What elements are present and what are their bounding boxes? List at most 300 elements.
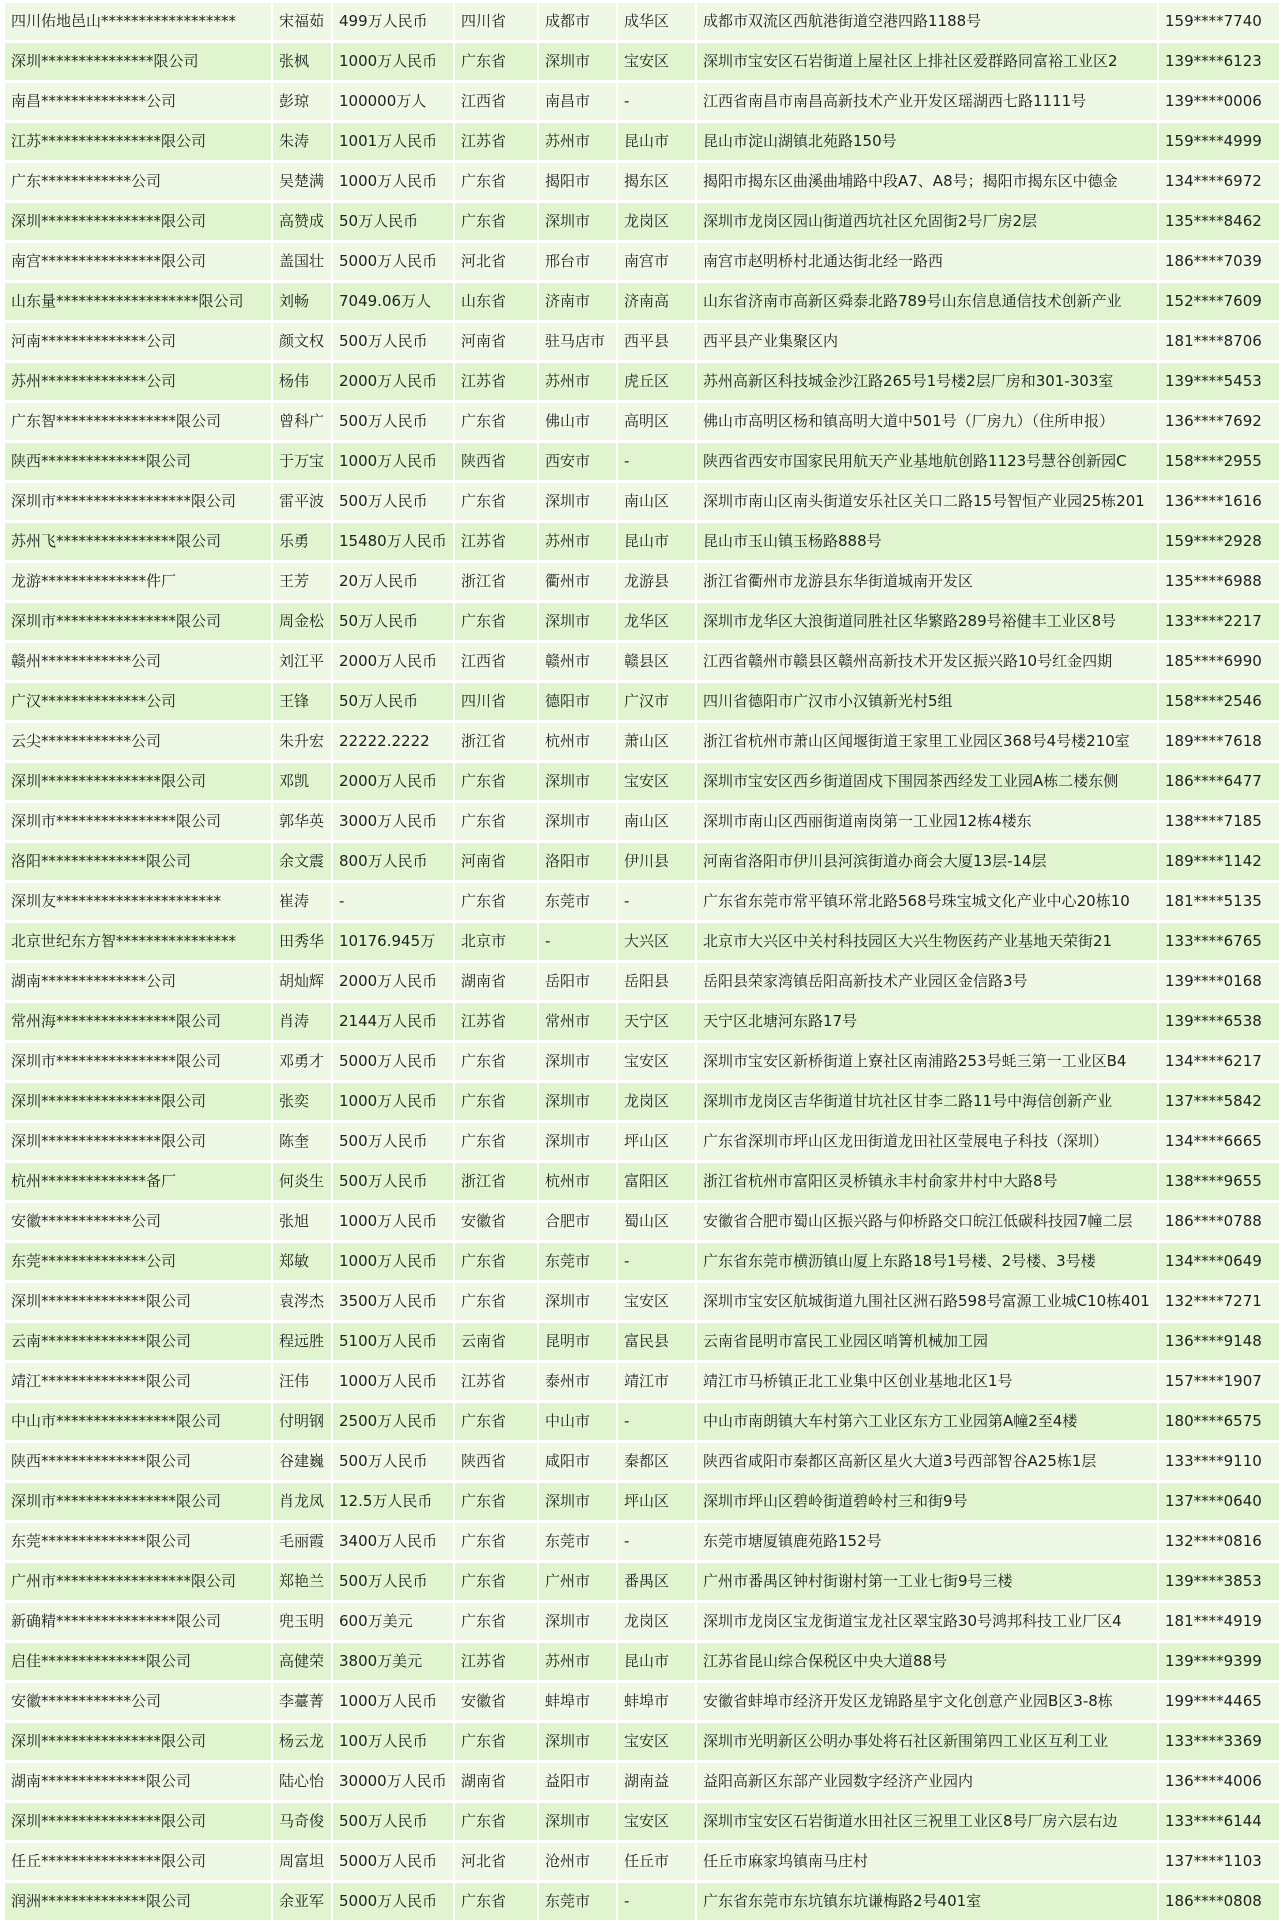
address-cell[interactable]: 深圳市坪山区碧岭街道碧岭村三和街9号 xyxy=(697,1483,1157,1520)
address-cell[interactable]: 深圳市龙岗区吉华街道甘坑社区甘李二路11号中海信创新产业 xyxy=(697,1083,1157,1120)
district-cell[interactable]: 南宫市 xyxy=(618,243,695,280)
phone-cell[interactable]: 181****8706 xyxy=(1159,323,1279,360)
registered-capital-cell[interactable]: 50万人民币 xyxy=(333,603,453,640)
city-cell[interactable]: 蚌埠市 xyxy=(539,1683,616,1720)
registered-capital-cell[interactable]: 22222.2222 xyxy=(333,723,453,760)
legal-person-cell[interactable]: 彭琼 xyxy=(273,83,331,120)
address-cell[interactable]: 深圳市龙岗区园山街道西坑社区允固街2号厂房2层 xyxy=(697,203,1157,240)
address-cell[interactable]: 江西省赣州市赣县区赣州高新技术开发区振兴路10号红金四期 xyxy=(697,643,1157,680)
district-cell[interactable]: - xyxy=(618,83,695,120)
registered-capital-cell[interactable]: 500万人民币 xyxy=(333,483,453,520)
district-cell[interactable]: 西平县 xyxy=(618,323,695,360)
legal-person-cell[interactable]: 毛丽霞 xyxy=(273,1523,331,1560)
province-cell[interactable]: 江苏省 xyxy=(455,1363,537,1400)
company-name-cell[interactable]: 安徽************公司 xyxy=(5,1203,271,1240)
province-cell[interactable]: 广东省 xyxy=(455,203,537,240)
address-cell[interactable]: 深圳市宝安区新桥街道上寮社区南浦路253号蚝三第一工业区B4 xyxy=(697,1043,1157,1080)
address-cell[interactable]: 河南省洛阳市伊川县河滨街道办商会大厦13层-14层 xyxy=(697,843,1157,880)
province-cell[interactable]: 广东省 xyxy=(455,1563,537,1600)
company-name-cell[interactable]: 深圳****************限公司 xyxy=(5,1803,271,1840)
province-cell[interactable]: 陕西省 xyxy=(455,443,537,480)
legal-person-cell[interactable]: 马奇俊 xyxy=(273,1803,331,1840)
district-cell[interactable]: 虎丘区 xyxy=(618,363,695,400)
phone-cell[interactable]: 139****3853 xyxy=(1159,1563,1279,1600)
registered-capital-cell[interactable]: 3000万人民币 xyxy=(333,803,453,840)
address-cell[interactable]: 江苏省昆山综合保税区中央大道88号 xyxy=(697,1643,1157,1680)
city-cell[interactable]: 常州市 xyxy=(539,1003,616,1040)
company-name-cell[interactable]: 赣州************公司 xyxy=(5,643,271,680)
district-cell[interactable]: 龙游县 xyxy=(618,563,695,600)
city-cell[interactable]: 深圳市 xyxy=(539,603,616,640)
legal-person-cell[interactable]: 乐勇 xyxy=(273,523,331,560)
district-cell[interactable]: 萧山区 xyxy=(618,723,695,760)
registered-capital-cell[interactable]: 5100万人民币 xyxy=(333,1323,453,1360)
company-name-cell[interactable]: 广州市******************限公司 xyxy=(5,1563,271,1600)
district-cell[interactable]: - xyxy=(618,883,695,920)
registered-capital-cell[interactable]: 800万人民币 xyxy=(333,843,453,880)
phone-cell[interactable]: 181****5135 xyxy=(1159,883,1279,920)
address-cell[interactable]: 北京市大兴区中关村科技园区大兴生物医药产业基地天荣街21 xyxy=(697,923,1157,960)
registered-capital-cell[interactable]: 3400万人民币 xyxy=(333,1523,453,1560)
company-name-cell[interactable]: 靖江**************限公司 xyxy=(5,1363,271,1400)
phone-cell[interactable]: 132****0816 xyxy=(1159,1523,1279,1560)
company-name-cell[interactable]: 深圳市****************限公司 xyxy=(5,1483,271,1520)
legal-person-cell[interactable]: 吴楚满 xyxy=(273,163,331,200)
company-name-cell[interactable]: 广东************公司 xyxy=(5,163,271,200)
phone-cell[interactable]: 138****9655 xyxy=(1159,1163,1279,1200)
company-name-cell[interactable]: 南昌**************公司 xyxy=(5,83,271,120)
phone-cell[interactable]: 159****2928 xyxy=(1159,523,1279,560)
legal-person-cell[interactable]: 邓勇才 xyxy=(273,1043,331,1080)
province-cell[interactable]: 广东省 xyxy=(455,1483,537,1520)
registered-capital-cell[interactable]: 100万人民币 xyxy=(333,1723,453,1760)
company-name-cell[interactable]: 深圳****************限公司 xyxy=(5,1083,271,1120)
address-cell[interactable]: 陕西省咸阳市秦都区高新区星火大道3号西部智谷A25栋1层 xyxy=(697,1443,1157,1480)
legal-person-cell[interactable]: 郑艳兰 xyxy=(273,1563,331,1600)
legal-person-cell[interactable]: 宋福茹 xyxy=(273,3,331,40)
address-cell[interactable]: 昆山市淀山湖镇北苑路150号 xyxy=(697,123,1157,160)
district-cell[interactable]: 岳阳县 xyxy=(618,963,695,1000)
registered-capital-cell[interactable]: 499万人民币 xyxy=(333,3,453,40)
address-cell[interactable]: 山东省济南市高新区舜泰北路789号山东信息通信技术创新产业 xyxy=(697,283,1157,320)
district-cell[interactable]: 宝安区 xyxy=(618,1723,695,1760)
registered-capital-cell[interactable]: 12.5万人民币 xyxy=(333,1483,453,1520)
address-cell[interactable]: 江西省南昌市南昌高新技术产业开发区瑶湖西七路1111号 xyxy=(697,83,1157,120)
phone-cell[interactable]: 133****3369 xyxy=(1159,1723,1279,1760)
address-cell[interactable]: 深圳市宝安区航城街道九围社区洲石路598号富源工业城C10栋401 xyxy=(697,1283,1157,1320)
province-cell[interactable]: 江苏省 xyxy=(455,123,537,160)
district-cell[interactable]: 龙岗区 xyxy=(618,1603,695,1640)
phone-cell[interactable]: 133****2217 xyxy=(1159,603,1279,640)
city-cell[interactable]: 深圳市 xyxy=(539,803,616,840)
legal-person-cell[interactable]: 肖涛 xyxy=(273,1003,331,1040)
address-cell[interactable]: 佛山市高明区杨和镇高明大道中501号（厂房九）（住所申报） xyxy=(697,403,1157,440)
address-cell[interactable]: 天宁区北塘河东路17号 xyxy=(697,1003,1157,1040)
registered-capital-cell[interactable]: 1001万人民币 xyxy=(333,123,453,160)
address-cell[interactable]: 深圳市宝安区石岩街道水田社区三祝里工业区8号厂房六层右边 xyxy=(697,1803,1157,1840)
company-name-cell[interactable]: 东莞**************限公司 xyxy=(5,1523,271,1560)
province-cell[interactable]: 浙江省 xyxy=(455,563,537,600)
company-name-cell[interactable]: 苏州**************公司 xyxy=(5,363,271,400)
city-cell[interactable]: 益阳市 xyxy=(539,1763,616,1800)
phone-cell[interactable]: 189****7618 xyxy=(1159,723,1279,760)
registered-capital-cell[interactable]: 500万人民币 xyxy=(333,1123,453,1160)
company-name-cell[interactable]: 苏州飞****************限公司 xyxy=(5,523,271,560)
province-cell[interactable]: 山东省 xyxy=(455,283,537,320)
province-cell[interactable]: 湖南省 xyxy=(455,963,537,1000)
phone-cell[interactable]: 135****6988 xyxy=(1159,563,1279,600)
province-cell[interactable]: 广东省 xyxy=(455,1083,537,1120)
registered-capital-cell[interactable]: 1000万人民币 xyxy=(333,1243,453,1280)
legal-person-cell[interactable]: 高赞成 xyxy=(273,203,331,240)
city-cell[interactable]: 东莞市 xyxy=(539,1523,616,1560)
district-cell[interactable]: 龙岗区 xyxy=(618,203,695,240)
company-name-cell[interactable]: 南宫****************限公司 xyxy=(5,243,271,280)
company-name-cell[interactable]: 深圳市****************限公司 xyxy=(5,1043,271,1080)
address-cell[interactable]: 深圳市龙岗区宝龙街道宝龙社区翠宝路30号鸿邦科技工业厂区4 xyxy=(697,1603,1157,1640)
legal-person-cell[interactable]: 胡灿辉 xyxy=(273,963,331,1000)
district-cell[interactable]: 秦都区 xyxy=(618,1443,695,1480)
province-cell[interactable]: 广东省 xyxy=(455,883,537,920)
address-cell[interactable]: 安徽省蚌埠市经济开发区龙锦路星宇文化创意产业园B区3-8栋 xyxy=(697,1683,1157,1720)
address-cell[interactable]: 广东省东莞市常平镇环常北路568号珠宝城文化产业中心20栋10 xyxy=(697,883,1157,920)
phone-cell[interactable]: 133****6765 xyxy=(1159,923,1279,960)
phone-cell[interactable]: 139****5453 xyxy=(1159,363,1279,400)
province-cell[interactable]: 陕西省 xyxy=(455,1443,537,1480)
phone-cell[interactable]: 139****6123 xyxy=(1159,43,1279,80)
legal-person-cell[interactable]: 郑敏 xyxy=(273,1243,331,1280)
company-name-cell[interactable]: 任丘****************限公司 xyxy=(5,1843,271,1880)
legal-person-cell[interactable]: 王芳 xyxy=(273,563,331,600)
address-cell[interactable]: 深圳市南山区南头街道安乐社区关口二路15号智恒产业园25栋201 xyxy=(697,483,1157,520)
phone-cell[interactable]: 158****2955 xyxy=(1159,443,1279,480)
legal-person-cell[interactable]: 张枫 xyxy=(273,43,331,80)
phone-cell[interactable]: 133****6144 xyxy=(1159,1803,1279,1840)
legal-person-cell[interactable]: 张奕 xyxy=(273,1083,331,1120)
company-name-cell[interactable]: 云南**************限公司 xyxy=(5,1323,271,1360)
city-cell[interactable]: 成都市 xyxy=(539,3,616,40)
registered-capital-cell[interactable]: 2500万人民币 xyxy=(333,1403,453,1440)
phone-cell[interactable]: 180****6575 xyxy=(1159,1403,1279,1440)
district-cell[interactable]: 昆山市 xyxy=(618,123,695,160)
company-name-cell[interactable]: 北京世纪东方智**************** xyxy=(5,923,271,960)
address-cell[interactable]: 揭阳市揭东区曲溪曲埔路中段A7、A8号；揭阳市揭东区中德金 xyxy=(697,163,1157,200)
company-name-cell[interactable]: 江苏****************限公司 xyxy=(5,123,271,160)
company-name-cell[interactable]: 深圳****************限公司 xyxy=(5,1123,271,1160)
district-cell[interactable]: 大兴区 xyxy=(618,923,695,960)
district-cell[interactable]: 宝安区 xyxy=(618,1803,695,1840)
province-cell[interactable]: 广东省 xyxy=(455,1243,537,1280)
registered-capital-cell[interactable]: 500万人民币 xyxy=(333,1163,453,1200)
city-cell[interactable]: 深圳市 xyxy=(539,1083,616,1120)
province-cell[interactable]: 江苏省 xyxy=(455,363,537,400)
province-cell[interactable]: 江苏省 xyxy=(455,1643,537,1680)
province-cell[interactable]: 广东省 xyxy=(455,803,537,840)
address-cell[interactable]: 昆山市玉山镇玉杨路888号 xyxy=(697,523,1157,560)
address-cell[interactable]: 深圳市光明新区公明办事处将石社区新围第四工业区互利工业 xyxy=(697,1723,1157,1760)
address-cell[interactable]: 云南省昆明市富民工业园区哨箐机械加工园 xyxy=(697,1323,1157,1360)
province-cell[interactable]: 广东省 xyxy=(455,1403,537,1440)
phone-cell[interactable]: 139****9399 xyxy=(1159,1643,1279,1680)
city-cell[interactable]: 中山市 xyxy=(539,1403,616,1440)
company-name-cell[interactable]: 河南**************公司 xyxy=(5,323,271,360)
province-cell[interactable]: 河北省 xyxy=(455,243,537,280)
city-cell[interactable]: 深圳市 xyxy=(539,203,616,240)
district-cell[interactable]: 南山区 xyxy=(618,803,695,840)
province-cell[interactable]: 广东省 xyxy=(455,1123,537,1160)
address-cell[interactable]: 深圳市龙华区大浪街道同胜社区华繁路289号裕健丰工业区8号 xyxy=(697,603,1157,640)
company-name-cell[interactable]: 杭州**************备厂 xyxy=(5,1163,271,1200)
province-cell[interactable]: 河南省 xyxy=(455,323,537,360)
company-name-cell[interactable]: 广东智****************限公司 xyxy=(5,403,271,440)
legal-person-cell[interactable]: 王锋 xyxy=(273,683,331,720)
legal-person-cell[interactable]: 张旭 xyxy=(273,1203,331,1240)
registered-capital-cell[interactable]: 20万人民币 xyxy=(333,563,453,600)
province-cell[interactable]: 北京市 xyxy=(455,923,537,960)
registered-capital-cell[interactable]: 100000万人 xyxy=(333,83,453,120)
legal-person-cell[interactable]: 余亚军 xyxy=(273,1883,331,1920)
legal-person-cell[interactable]: 盖国壮 xyxy=(273,243,331,280)
address-cell[interactable]: 浙江省杭州市富阳区灵桥镇永丰村俞家井村中大路8号 xyxy=(697,1163,1157,1200)
city-cell[interactable]: 深圳市 xyxy=(539,1803,616,1840)
legal-person-cell[interactable]: 郭华英 xyxy=(273,803,331,840)
province-cell[interactable]: 江苏省 xyxy=(455,1003,537,1040)
address-cell[interactable]: 西平县产业集聚区内 xyxy=(697,323,1157,360)
district-cell[interactable]: 天宁区 xyxy=(618,1003,695,1040)
company-name-cell[interactable]: 常州海****************限公司 xyxy=(5,1003,271,1040)
province-cell[interactable]: 四川省 xyxy=(455,683,537,720)
province-cell[interactable]: 云南省 xyxy=(455,1323,537,1360)
phone-cell[interactable]: 139****0006 xyxy=(1159,83,1279,120)
phone-cell[interactable]: 134****0649 xyxy=(1159,1243,1279,1280)
city-cell[interactable]: 深圳市 xyxy=(539,1123,616,1160)
city-cell[interactable]: 深圳市 xyxy=(539,483,616,520)
address-cell[interactable]: 安徽省合肥市蜀山区振兴路与仰桥路交口皖江低碳科技园7幢二层 xyxy=(697,1203,1157,1240)
city-cell[interactable]: 昆明市 xyxy=(539,1323,616,1360)
phone-cell[interactable]: 199****4465 xyxy=(1159,1683,1279,1720)
phone-cell[interactable]: 139****6538 xyxy=(1159,1003,1279,1040)
district-cell[interactable]: - xyxy=(618,1243,695,1280)
city-cell[interactable]: 赣州市 xyxy=(539,643,616,680)
district-cell[interactable]: 富民县 xyxy=(618,1323,695,1360)
company-name-cell[interactable]: 湖南**************公司 xyxy=(5,963,271,1000)
company-name-cell[interactable]: 润洲**************限公司 xyxy=(5,1883,271,1920)
district-cell[interactable]: 龙华区 xyxy=(618,603,695,640)
phone-cell[interactable]: 137****0640 xyxy=(1159,1483,1279,1520)
address-cell[interactable]: 广东省东莞市横沥镇山厦上东路18号1号楼、2号楼、3号楼 xyxy=(697,1243,1157,1280)
registered-capital-cell[interactable]: 2000万人民币 xyxy=(333,643,453,680)
registered-capital-cell[interactable]: 2144万人民币 xyxy=(333,1003,453,1040)
city-cell[interactable]: 东莞市 xyxy=(539,1243,616,1280)
legal-person-cell[interactable]: 田秀华 xyxy=(273,923,331,960)
province-cell[interactable]: 江苏省 xyxy=(455,523,537,560)
registered-capital-cell[interactable]: 15480万人民币 xyxy=(333,523,453,560)
legal-person-cell[interactable]: 朱涛 xyxy=(273,123,331,160)
company-name-cell[interactable]: 龙游**************件厂 xyxy=(5,563,271,600)
district-cell[interactable]: 南山区 xyxy=(618,483,695,520)
city-cell[interactable]: 深圳市 xyxy=(539,1603,616,1640)
phone-cell[interactable]: 152****7609 xyxy=(1159,283,1279,320)
registered-capital-cell[interactable]: 600万美元 xyxy=(333,1603,453,1640)
district-cell[interactable]: 广汉市 xyxy=(618,683,695,720)
company-name-cell[interactable]: 陕西**************限公司 xyxy=(5,443,271,480)
province-cell[interactable]: 广东省 xyxy=(455,603,537,640)
phone-cell[interactable]: 189****1142 xyxy=(1159,843,1279,880)
legal-person-cell[interactable]: 刘江平 xyxy=(273,643,331,680)
city-cell[interactable]: 南昌市 xyxy=(539,83,616,120)
company-name-cell[interactable]: 四川佑地邑山****************** xyxy=(5,3,271,40)
province-cell[interactable]: 安徽省 xyxy=(455,1203,537,1240)
company-name-cell[interactable]: 云尖************公司 xyxy=(5,723,271,760)
address-cell[interactable]: 深圳市南山区西丽街道南岗第一工业园12栋4楼东 xyxy=(697,803,1157,840)
phone-cell[interactable]: 135****8462 xyxy=(1159,203,1279,240)
district-cell[interactable]: 蚌埠市 xyxy=(618,1683,695,1720)
company-name-cell[interactable]: 东莞**************公司 xyxy=(5,1243,271,1280)
district-cell[interactable]: - xyxy=(618,443,695,480)
district-cell[interactable]: - xyxy=(618,1403,695,1440)
phone-cell[interactable]: 133****9110 xyxy=(1159,1443,1279,1480)
legal-person-cell[interactable]: 何炎生 xyxy=(273,1163,331,1200)
district-cell[interactable]: 宝安区 xyxy=(618,1043,695,1080)
address-cell[interactable]: 苏州高新区科技城金沙江路265号1号楼2层厂房和301-303室 xyxy=(697,363,1157,400)
company-name-cell[interactable]: 深圳市****************限公司 xyxy=(5,803,271,840)
phone-cell[interactable]: 134****6665 xyxy=(1159,1123,1279,1160)
city-cell[interactable]: 广州市 xyxy=(539,1563,616,1600)
phone-cell[interactable]: 186****0788 xyxy=(1159,1203,1279,1240)
address-cell[interactable]: 深圳市宝安区西乡街道固戍下围园茶西经发工业园A栋二楼东侧 xyxy=(697,763,1157,800)
district-cell[interactable]: 坪山区 xyxy=(618,1123,695,1160)
city-cell[interactable]: 德阳市 xyxy=(539,683,616,720)
company-name-cell[interactable]: 深圳****************限公司 xyxy=(5,763,271,800)
registered-capital-cell[interactable]: 1000万人民币 xyxy=(333,163,453,200)
phone-cell[interactable]: 159****4999 xyxy=(1159,123,1279,160)
district-cell[interactable]: 宝安区 xyxy=(618,1283,695,1320)
city-cell[interactable]: 衢州市 xyxy=(539,563,616,600)
address-cell[interactable]: 四川省德阳市广汉市小汉镇新光村5组 xyxy=(697,683,1157,720)
district-cell[interactable]: 蜀山区 xyxy=(618,1203,695,1240)
registered-capital-cell[interactable]: 5000万人民币 xyxy=(333,1843,453,1880)
company-name-cell[interactable]: 深圳****************限公司 xyxy=(5,1723,271,1760)
address-cell[interactable]: 靖江市马桥镇正北工业集中区创业基地北区1号 xyxy=(697,1363,1157,1400)
company-name-cell[interactable]: 湖南**************限公司 xyxy=(5,1763,271,1800)
company-name-cell[interactable]: 广汉**************公司 xyxy=(5,683,271,720)
phone-cell[interactable]: 136****9148 xyxy=(1159,1323,1279,1360)
phone-cell[interactable]: 137****1103 xyxy=(1159,1843,1279,1880)
city-cell[interactable]: 西安市 xyxy=(539,443,616,480)
registered-capital-cell[interactable]: 2000万人民币 xyxy=(333,963,453,1000)
address-cell[interactable]: 南宫市赵明桥村北通达街北经一路西 xyxy=(697,243,1157,280)
city-cell[interactable]: - xyxy=(539,923,616,960)
phone-cell[interactable]: 186****6477 xyxy=(1159,763,1279,800)
legal-person-cell[interactable]: 李薹菁 xyxy=(273,1683,331,1720)
registered-capital-cell[interactable]: 7049.06万人 xyxy=(333,283,453,320)
registered-capital-cell[interactable]: 3500万人民币 xyxy=(333,1283,453,1320)
district-cell[interactable]: - xyxy=(618,1523,695,1560)
legal-person-cell[interactable]: 邓凯 xyxy=(273,763,331,800)
address-cell[interactable]: 广东省东莞市东坑镇东坑谦梅路2号401室 xyxy=(697,1883,1157,1920)
phone-cell[interactable]: 181****4919 xyxy=(1159,1603,1279,1640)
city-cell[interactable]: 驻马店市 xyxy=(539,323,616,360)
phone-cell[interactable]: 157****1907 xyxy=(1159,1363,1279,1400)
phone-cell[interactable]: 134****6217 xyxy=(1159,1043,1279,1080)
province-cell[interactable]: 广东省 xyxy=(455,1803,537,1840)
company-name-cell[interactable]: 深圳市******************限公司 xyxy=(5,483,271,520)
province-cell[interactable]: 江西省 xyxy=(455,643,537,680)
registered-capital-cell[interactable]: 50万人民币 xyxy=(333,683,453,720)
legal-person-cell[interactable]: 高健荣 xyxy=(273,1643,331,1680)
company-name-cell[interactable]: 陕西**************限公司 xyxy=(5,1443,271,1480)
city-cell[interactable]: 杭州市 xyxy=(539,1163,616,1200)
city-cell[interactable]: 邢台市 xyxy=(539,243,616,280)
registered-capital-cell[interactable]: 30000万人民币 xyxy=(333,1763,453,1800)
legal-person-cell[interactable]: 周富坦 xyxy=(273,1843,331,1880)
company-name-cell[interactable]: 山东量*******************限公司 xyxy=(5,283,271,320)
company-name-cell[interactable]: 深圳友********************** xyxy=(5,883,271,920)
registered-capital-cell[interactable]: 1000万人民币 xyxy=(333,443,453,480)
phone-cell[interactable]: 136****4006 xyxy=(1159,1763,1279,1800)
city-cell[interactable]: 深圳市 xyxy=(539,763,616,800)
province-cell[interactable]: 广东省 xyxy=(455,763,537,800)
province-cell[interactable]: 广东省 xyxy=(455,1523,537,1560)
province-cell[interactable]: 广东省 xyxy=(455,1883,537,1920)
district-cell[interactable]: 昆山市 xyxy=(618,523,695,560)
phone-cell[interactable]: 134****6972 xyxy=(1159,163,1279,200)
company-name-cell[interactable]: 新确精****************限公司 xyxy=(5,1603,271,1640)
phone-cell[interactable]: 136****7692 xyxy=(1159,403,1279,440)
company-name-cell[interactable]: 深圳**************限公司 xyxy=(5,1283,271,1320)
phone-cell[interactable]: 186****7039 xyxy=(1159,243,1279,280)
address-cell[interactable]: 中山市南朗镇大车村第六工业区东方工业园第A幢2至4楼 xyxy=(697,1403,1157,1440)
district-cell[interactable]: 揭东区 xyxy=(618,163,695,200)
city-cell[interactable]: 岳阳市 xyxy=(539,963,616,1000)
district-cell[interactable]: - xyxy=(618,1883,695,1920)
province-cell[interactable]: 四川省 xyxy=(455,3,537,40)
district-cell[interactable]: 坪山区 xyxy=(618,1483,695,1520)
registered-capital-cell[interactable]: 10176.945万 xyxy=(333,923,453,960)
city-cell[interactable]: 深圳市 xyxy=(539,1723,616,1760)
registered-capital-cell[interactable]: 500万人民币 xyxy=(333,323,453,360)
province-cell[interactable]: 广东省 xyxy=(455,483,537,520)
city-cell[interactable]: 深圳市 xyxy=(539,43,616,80)
address-cell[interactable]: 任丘市麻家坞镇南马庄村 xyxy=(697,1843,1157,1880)
legal-person-cell[interactable]: 刘畅 xyxy=(273,283,331,320)
address-cell[interactable]: 广州市番禺区钟村街谢村第一工业七街9号三楼 xyxy=(697,1563,1157,1600)
phone-cell[interactable]: 159****7740 xyxy=(1159,3,1279,40)
legal-person-cell[interactable]: 陆心怡 xyxy=(273,1763,331,1800)
city-cell[interactable]: 东莞市 xyxy=(539,883,616,920)
city-cell[interactable]: 咸阳市 xyxy=(539,1443,616,1480)
address-cell[interactable]: 岳阳县荣家湾镇岳阳高新技术产业园区金信路3号 xyxy=(697,963,1157,1000)
province-cell[interactable]: 江西省 xyxy=(455,83,537,120)
province-cell[interactable]: 湖南省 xyxy=(455,1763,537,1800)
registered-capital-cell[interactable]: 500万人民币 xyxy=(333,1563,453,1600)
district-cell[interactable]: 高明区 xyxy=(618,403,695,440)
province-cell[interactable]: 广东省 xyxy=(455,163,537,200)
legal-person-cell[interactable]: 杨伟 xyxy=(273,363,331,400)
registered-capital-cell[interactable]: 500万人民币 xyxy=(333,403,453,440)
registered-capital-cell[interactable]: 500万人民币 xyxy=(333,1803,453,1840)
phone-cell[interactable]: 158****2546 xyxy=(1159,683,1279,720)
company-name-cell[interactable]: 深圳****************限公司 xyxy=(5,203,271,240)
registered-capital-cell[interactable]: 2000万人民币 xyxy=(333,763,453,800)
company-name-cell[interactable]: 安徽************公司 xyxy=(5,1683,271,1720)
district-cell[interactable]: 宝安区 xyxy=(618,43,695,80)
city-cell[interactable]: 深圳市 xyxy=(539,1483,616,1520)
legal-person-cell[interactable]: 崔涛 xyxy=(273,883,331,920)
registered-capital-cell[interactable]: 3800万美元 xyxy=(333,1643,453,1680)
registered-capital-cell[interactable]: 1000万人民币 xyxy=(333,1363,453,1400)
registered-capital-cell[interactable]: 5000万人民币 xyxy=(333,1883,453,1920)
